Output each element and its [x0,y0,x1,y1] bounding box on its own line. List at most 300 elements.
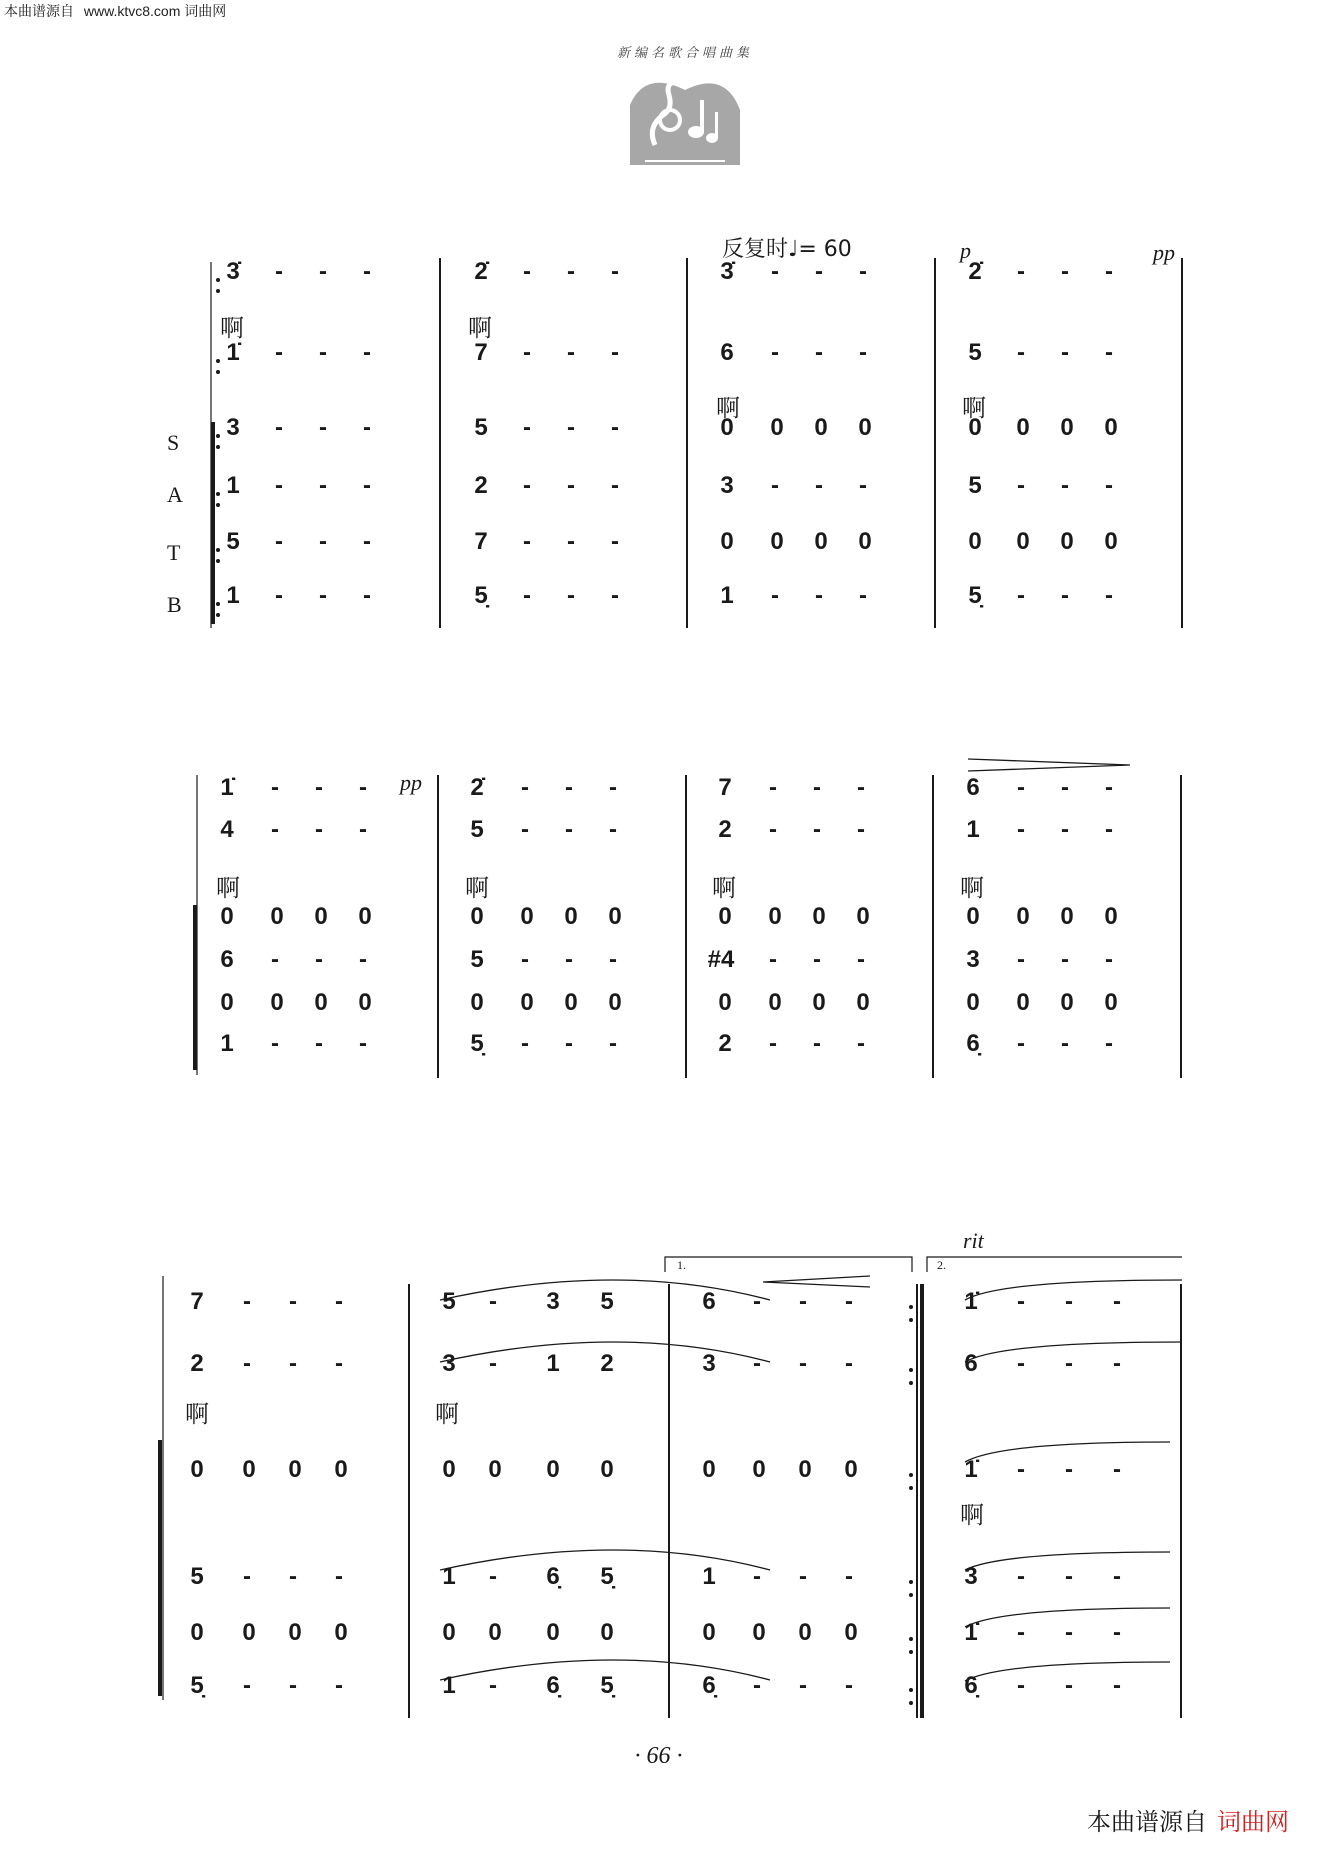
note: 5̣ [600,1672,614,1699]
dash-extension: - [859,472,867,499]
dash-extension: - [335,1288,343,1315]
dash-extension: - [335,1350,343,1377]
dash-extension: - [319,472,327,499]
lyric-s1-m4: 啊 [962,394,986,422]
note: 6 [220,946,234,973]
dash-extension: - [1017,1563,1025,1590]
dash-extension: - [769,774,777,801]
voice-label-b: B [167,592,182,617]
footer-site[interactable]: 词曲网 [1217,1809,1289,1836]
dash-extension: - [363,528,371,555]
dash-extension: - [565,816,573,843]
note: 2 [190,1350,204,1377]
dash-extension: - [275,414,283,441]
dash-extension: - [1017,1672,1025,1699]
dash-extension: - [813,816,821,843]
dash-extension: - [315,1030,323,1057]
lyric-s1-m1: 啊 [220,314,244,342]
note: 6 [964,1350,978,1377]
note: 6̣ [964,1672,978,1699]
dash-extension: - [1105,472,1113,499]
note: 0 [242,1619,256,1646]
dash-extension: - [845,1563,853,1590]
dash-extension: - [565,774,573,801]
dash-extension: - [1017,774,1025,801]
note: 0 [856,989,870,1016]
note: 1̇ [220,774,234,801]
dash-extension: - [1105,1030,1113,1057]
dash-extension: - [1105,774,1113,801]
note: 5 [470,816,484,843]
dash-extension: - [271,946,279,973]
dash-extension: - [359,774,367,801]
note: 1̇ [964,1456,978,1483]
dash-extension: - [1105,816,1113,843]
dash-extension: - [753,1288,761,1315]
dash-extension: - [567,472,575,499]
note: 0 [814,528,828,555]
dash-extension: - [363,339,371,366]
note: 5 [190,1563,204,1590]
dash-extension: - [243,1563,251,1590]
logo-title: 新编名歌合唱曲集 [616,46,753,61]
note: 2 [718,1030,732,1057]
dash-extension: - [567,258,575,285]
dash-extension: - [753,1672,761,1699]
dash-extension: - [1105,339,1113,366]
dash-extension: - [815,258,823,285]
dash-extension: - [857,946,865,973]
note: 0 [1016,989,1030,1016]
dash-extension: - [1113,1350,1121,1377]
dash-extension: - [771,258,779,285]
dash-extension: - [319,258,327,285]
note: 0 [520,989,534,1016]
note: 0 [600,1619,614,1646]
note: 0 [968,414,982,441]
note: #4 [707,946,735,973]
note: 0 [442,1456,456,1483]
voice-label-a: A [167,482,183,507]
note: 0 [858,528,872,555]
dash-extension: - [1017,1350,1025,1377]
dash-extension: - [521,946,529,973]
dash-extension: - [611,414,619,441]
dash-extension: - [753,1350,761,1377]
dash-extension: - [1065,1350,1073,1377]
dash-extension: - [753,1563,761,1590]
dash-extension: - [1065,1456,1073,1483]
note: 0 [358,903,372,930]
dash-extension: - [335,1672,343,1699]
dash-extension: - [857,816,865,843]
note: 0 [966,989,980,1016]
dash-extension: - [1061,472,1069,499]
note: 5̣ [600,1563,614,1590]
note: 3 [226,414,240,441]
dash-extension: - [489,1288,497,1315]
note: 0 [752,1619,766,1646]
note: 0 [314,903,328,930]
dash-extension: - [243,1350,251,1377]
dash-extension: - [1017,946,1025,973]
note: 1 [442,1672,456,1699]
note: 0 [564,989,578,1016]
volta-second-label: 2. [937,1258,946,1272]
dash-extension: - [1017,582,1025,609]
dash-extension: - [489,1350,497,1377]
dash-extension: - [1061,582,1069,609]
dash-extension: - [567,414,575,441]
note: 5̣ [470,1030,484,1057]
dash-extension: - [567,528,575,555]
note: 0 [488,1619,502,1646]
dash-extension: - [857,774,865,801]
note: 0 [270,989,284,1016]
dash-extension: - [319,528,327,555]
note: 0 [546,1456,560,1483]
note: 0 [442,1619,456,1646]
site-url[interactable]: www.ktvc8.com [83,3,181,19]
dash-extension: - [1061,816,1069,843]
note: 0 [1016,414,1030,441]
dash-extension: - [609,946,617,973]
note: 3̇ [226,258,240,285]
dash-extension: - [271,1030,279,1057]
note: 0 [1104,528,1118,555]
dash-extension: - [1061,339,1069,366]
lyric-s2-m1: 啊 [216,874,240,902]
dash-extension: - [289,1350,297,1377]
note: 5 [968,339,982,366]
dash-extension: - [1105,258,1113,285]
note: 2 [600,1350,614,1377]
note: 3 [964,1563,978,1590]
note: 0 [812,903,826,930]
note: 3 [966,946,980,973]
dash-extension: - [271,774,279,801]
note: 0 [720,414,734,441]
note: 0 [288,1619,302,1646]
dash-extension: - [275,472,283,499]
note: 0 [600,1456,614,1483]
dash-extension: - [1113,1672,1121,1699]
dash-extension: - [1065,1619,1073,1646]
dash-extension: - [523,414,531,441]
dash-extension: - [609,774,617,801]
note: 5 [442,1288,456,1315]
dash-extension: - [275,528,283,555]
note: 0 [358,989,372,1016]
dash-extension: - [1113,1619,1121,1646]
site-footer [1087,1802,1289,1837]
lyric-s3-m1: 啊 [185,1400,209,1428]
note: 0 [488,1456,502,1483]
note: 0 [190,1456,204,1483]
dash-extension: - [319,582,327,609]
dash-extension: - [363,582,371,609]
dash-extension: - [363,414,371,441]
note: 0 [858,414,872,441]
dash-extension: - [813,946,821,973]
dynamic-p: p [960,238,971,263]
dash-extension: - [359,816,367,843]
note: 5̣ [474,582,488,609]
dash-extension: - [813,1030,821,1057]
dash-extension: - [315,946,323,973]
dash-extension: - [315,774,323,801]
note: 5 [474,414,488,441]
dash-extension: - [859,582,867,609]
note: 0 [720,528,734,555]
note: 7 [718,774,732,801]
dash-extension: - [489,1672,497,1699]
dash-extension: - [243,1288,251,1315]
dash-extension: - [523,339,531,366]
dash-extension: - [1017,1619,1025,1646]
dash-extension: - [319,414,327,441]
dash-extension: - [489,1563,497,1590]
lyric-s2-m2: 啊 [465,874,489,902]
dash-extension: - [363,258,371,285]
dash-extension: - [567,582,575,609]
dash-extension: - [359,1030,367,1057]
note: 0 [844,1456,858,1483]
note: 6̣ [546,1672,560,1699]
dash-extension: - [523,582,531,609]
dash-extension: - [845,1672,853,1699]
dash-extension: - [1017,472,1025,499]
dash-extension: - [815,582,823,609]
dash-extension: - [859,258,867,285]
dash-extension: - [565,1030,573,1057]
note: 0 [718,989,732,1016]
dash-extension: - [1017,258,1025,285]
note: 0 [288,1456,302,1483]
note: 0 [270,903,284,930]
note: 1 [546,1350,560,1377]
note: 3 [720,472,734,499]
note: 1 [442,1563,456,1590]
note: 0 [1060,989,1074,1016]
note: 0 [546,1619,560,1646]
note: 5 [226,528,240,555]
dash-extension: - [521,1030,529,1057]
note: 0 [564,903,578,930]
dash-extension: - [521,816,529,843]
note: 7 [474,339,488,366]
note: 5̣ [968,582,982,609]
note: 0 [220,903,234,930]
dash-extension: - [611,582,619,609]
dash-extension: - [1105,582,1113,609]
dash-extension: - [1017,816,1025,843]
note: 2 [474,472,488,499]
note: 0 [608,989,622,1016]
dash-extension: - [799,1288,807,1315]
dash-extension: - [523,258,531,285]
note: 0 [856,903,870,930]
note: 2̇ [968,258,982,285]
dash-extension: - [1061,1030,1069,1057]
dash-extension: - [275,582,283,609]
lyric-s3-m2: 啊 [435,1400,459,1428]
note: 0 [1060,414,1074,441]
dash-extension: - [845,1288,853,1315]
note: 0 [1016,528,1030,555]
note: 0 [814,414,828,441]
note: 2̇ [474,258,488,285]
note: 0 [812,989,826,1016]
dash-extension: - [857,1030,865,1057]
note: 0 [220,989,234,1016]
dash-extension: - [275,339,283,366]
dynamic-pp-2: pp [400,770,422,795]
dash-extension: - [243,1672,251,1699]
dash-extension: - [523,528,531,555]
lyric-s3-m4: 啊 [960,1501,984,1529]
note: 1̇ [226,339,240,366]
dash-extension: - [315,816,323,843]
note: 5 [968,472,982,499]
dash-extension: - [1065,1563,1073,1590]
dash-extension: - [611,339,619,366]
dash-extension: - [319,339,327,366]
dash-extension: - [771,472,779,499]
note: 0 [314,989,328,1016]
note: 0 [718,903,732,930]
note: 0 [470,903,484,930]
note: 0 [190,1619,204,1646]
note: 0 [798,1456,812,1483]
note: 0 [608,903,622,930]
note: 0 [770,414,784,441]
note: 0 [1060,903,1074,930]
note: 0 [966,903,980,930]
voice-label-s: S [167,430,180,455]
site-suffix: 词曲网 [184,3,227,19]
note: 0 [334,1619,348,1646]
dash-extension: - [275,258,283,285]
footer-source: 本曲谱源自 [1087,1809,1207,1836]
dash-extension: - [289,1672,297,1699]
note: 5 [600,1288,614,1315]
dash-extension: - [289,1563,297,1590]
note: 2 [718,816,732,843]
dash-extension: - [769,946,777,973]
note: 1 [702,1563,716,1590]
dash-extension: - [1061,774,1069,801]
dash-extension: - [523,472,531,499]
note: 1 [226,472,240,499]
dash-extension: - [289,1288,297,1315]
dash-extension: - [769,1030,777,1057]
note: 3 [702,1350,716,1377]
dash-extension: - [1017,339,1025,366]
note: 0 [770,528,784,555]
note: 4 [220,816,234,843]
volta-first-label: 1. [677,1258,686,1272]
note: 0 [1104,414,1118,441]
dash-extension: - [609,1030,617,1057]
dash-extension: - [859,339,867,366]
dash-extension: - [815,472,823,499]
dynamic-pp-1: pp [1153,240,1175,265]
dash-extension: - [799,1563,807,1590]
dash-extension: - [771,582,779,609]
dash-extension: - [1061,258,1069,285]
note: 0 [1104,989,1118,1016]
note: 1̇ [964,1619,978,1646]
note: 6̣ [546,1563,560,1590]
note: 1 [966,816,980,843]
voice-label-t: T [167,540,181,565]
dash-extension: - [611,472,619,499]
note: 0 [752,1456,766,1483]
note: 0 [334,1456,348,1483]
dash-extension: - [521,774,529,801]
dash-extension: - [813,774,821,801]
dash-extension: - [1065,1672,1073,1699]
note: 3 [546,1288,560,1315]
dash-extension: - [1017,1030,1025,1057]
note: 1 [720,582,734,609]
dash-extension: - [769,816,777,843]
note: 1̇ [964,1288,978,1315]
note: 6 [720,339,734,366]
note: 0 [844,1619,858,1646]
note: 6̣ [702,1672,716,1699]
note: 0 [702,1619,716,1646]
page-number: · 66 · [634,1743,683,1769]
site-name: 本曲谱源自 [4,3,74,19]
dash-extension: - [845,1350,853,1377]
note: 3 [442,1350,456,1377]
note: 0 [768,989,782,1016]
lyric-s2-m4: 啊 [960,874,984,902]
note: 6 [702,1288,716,1315]
lyric-s2-m3: 啊 [712,874,736,902]
note: 0 [242,1456,256,1483]
dash-extension: - [1113,1563,1121,1590]
dash-extension: - [335,1563,343,1590]
rit-marking: rit [963,1228,984,1253]
dash-extension: - [565,946,573,973]
note: 0 [520,903,534,930]
note: 0 [1060,528,1074,555]
note: 0 [768,903,782,930]
dash-extension: - [799,1350,807,1377]
note: 2̇ [470,774,484,801]
note: 0 [470,989,484,1016]
dash-extension: - [567,339,575,366]
lyric-s1-m2: 啊 [468,314,492,342]
dash-extension: - [363,472,371,499]
dash-extension: - [271,816,279,843]
note: 7 [474,528,488,555]
dash-extension: - [1105,946,1113,973]
note: 0 [968,528,982,555]
note: 0 [702,1456,716,1483]
dash-extension: - [1061,946,1069,973]
dash-extension: - [771,339,779,366]
dash-extension: - [359,946,367,973]
dash-extension: - [1017,1288,1025,1315]
dash-extension: - [1065,1288,1073,1315]
note: 3̇ [720,258,734,285]
lyric-s1-m3: 啊 [716,394,740,422]
dash-extension: - [1017,1456,1025,1483]
